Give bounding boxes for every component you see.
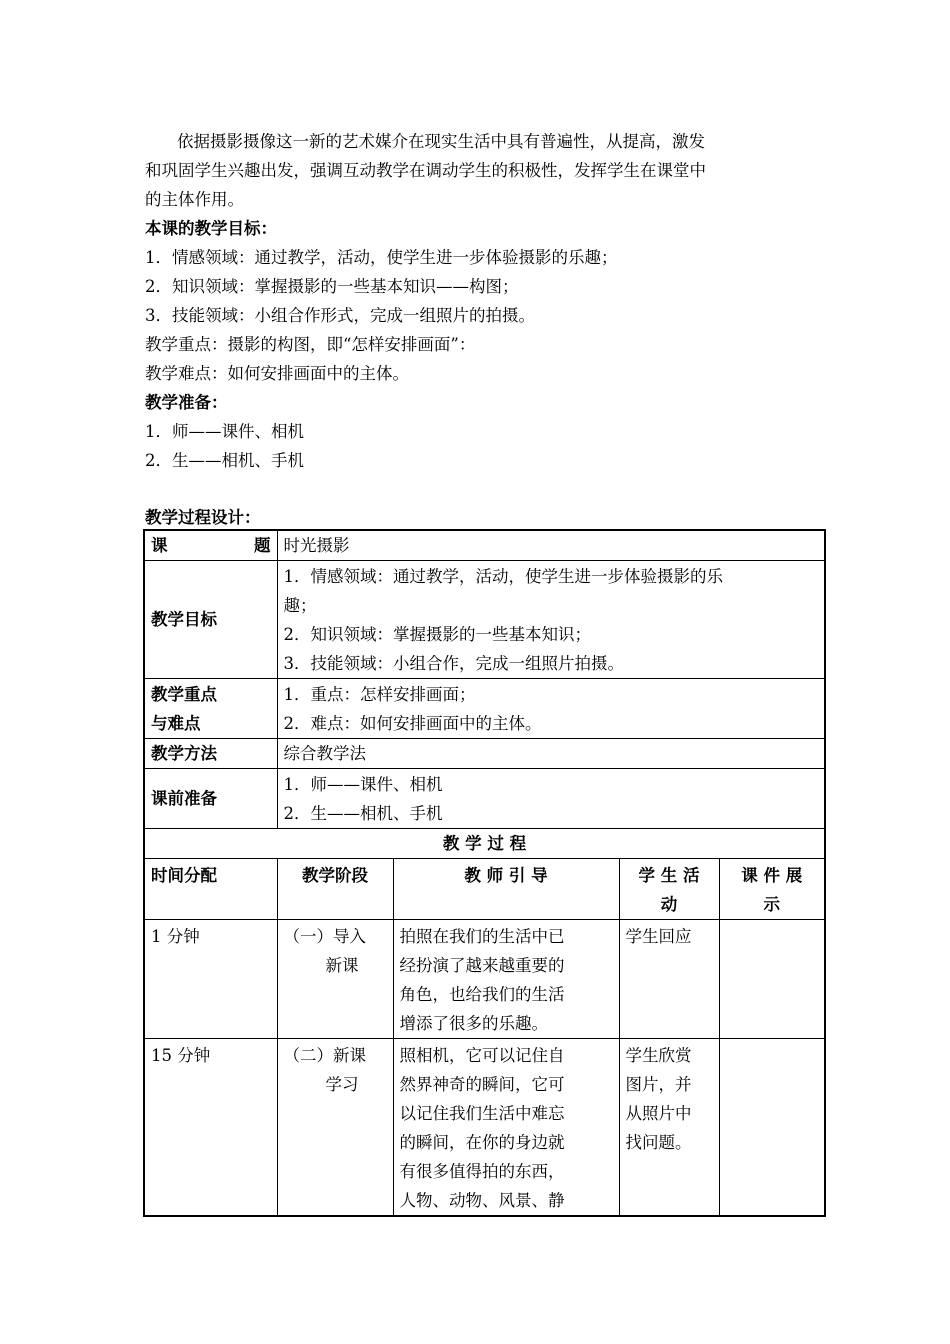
row-1-activity [619,920,719,1039]
process-title: 教 学 过 程 [144,829,825,859]
table-row [144,920,825,1039]
table-row-headers [144,859,825,920]
table-row-prep [144,769,825,829]
row-2-guide-line: 照相机，它可以记住自 [399,1046,565,1065]
goal-item-1: 1．情感领域：通过教学，活动，使学生进一步体验摄影的乐趣； [145,248,618,267]
row-2-guide [393,1039,619,1217]
row-1-stage-line-1: （一）导入 [283,927,366,946]
key-points-cell [277,679,825,739]
row-2-stage-line-2: 学习 [325,1075,359,1094]
key-label-line-2: 与难点 [151,713,201,733]
goals-line-3: 2．知识领域：掌握摄影的一些基本知识； [283,624,591,644]
row-1-guide-line: 增添了很多的乐趣。 [399,1014,548,1033]
header-stage: 教学阶段 [277,859,393,920]
intro-paragraph-line-1: 依据摄影摄像这一新的艺术媒介在现实生活中具有普遍性，从提高，激发 [177,132,705,151]
row-2-stage [277,1039,393,1217]
topic-value: 时光摄影 [277,530,825,561]
goals-cell [277,561,825,679]
method-value: 综合教学法 [277,739,825,769]
goals-label: 教学目标 [144,561,277,679]
lesson-plan-table [143,529,826,1217]
row-2-display [719,1039,825,1217]
key-point-line-2: 2．难点：如何安排画面中的主体。 [283,713,542,733]
row-2-activity-line: 图片，并 [625,1075,692,1094]
goals-line-1: 1．情感领域：通过教学，活动，使学生进一步体验摄影的乐 [283,566,723,586]
row-1-stage [277,920,393,1039]
process-heading: 教学过程设计： [145,508,261,527]
table-row-process-title [144,829,825,859]
row-1-display [719,920,825,1039]
prep-heading: 教学准备： [145,393,228,412]
row-1-activity-line: 学生回应 [625,927,692,946]
row-2-guide-line: 以记住我们生活中难忘 [399,1104,565,1123]
key-label-cell [144,679,277,739]
table-row-topic [144,530,825,561]
row-2-time: 15 分钟 [144,1039,277,1217]
goal-item-2: 2．知识领域：掌握摄影的一些基本知识——构图； [145,277,519,296]
row-2-activity [619,1039,719,1217]
header-time: 时间分配 [144,859,277,920]
row-2-activity-line: 找问题。 [625,1133,692,1152]
goal-item-3: 3．技能领域：小组合作形式，完成一组照片的拍摄。 [145,306,535,325]
row-1-guide-line: 角色，也给我们的生活 [399,985,565,1004]
goals-line-2: 趣； [283,595,317,615]
prep-line-2: 2．生——相机、手机 [283,803,443,823]
method-label: 教学方法 [144,739,277,769]
row-2-guide-line: 然界神奇的瞬间，它可 [399,1075,565,1094]
header-display-line-1: 课 件 展 [741,866,803,885]
topic-label-b: 题 [254,536,271,555]
prep-item-2: 2．生——相机、手机 [145,451,304,470]
key-point: 教学重点：摄影的构图，即“怎样安排画面”： [145,335,476,354]
row-2-guide-line: 有很多值得拍的东西， [399,1162,565,1181]
difficulty: 教学难点：如何安排画面中的主体。 [145,364,409,383]
row-2-activity-line: 学生欣赏 [625,1046,692,1065]
row-1-guide [393,920,619,1039]
row-2-activity-line: 从照片中 [625,1104,692,1123]
key-label-line-1: 教学重点 [151,684,217,704]
table-row-goals [144,561,825,679]
row-1-stage-line-2: 新课 [325,956,359,975]
topic-label-cell [144,530,277,561]
intro-paragraph-line-2: 和巩固学生兴趣出发，强调互动教学在调动学生的积极性，发挥学生在课堂中 [145,161,706,180]
header-guide: 教 师 引 导 [393,859,619,920]
key-point-line-1: 1．重点：怎样安排画面； [283,684,476,704]
header-activity [619,859,719,920]
goals-heading: 本课的教学目标： [145,219,277,238]
header-activity-line-1: 学 生 活 [638,866,700,885]
header-display [719,859,825,920]
row-1-guide-line: 拍照在我们的生活中已 [399,927,565,946]
intro-paragraph-line-3: 的主体作用。 [145,190,244,209]
prep-cell [277,769,825,829]
row-2-stage-line-1: （二）新课 [283,1046,366,1065]
row-1-guide-line: 经扮演了越来越重要的 [399,956,565,975]
goals-line-4: 3．技能领域：小组合作，完成一组照片拍摄。 [283,653,624,673]
table-row [144,1039,825,1217]
prep-label: 课前准备 [144,769,277,829]
prep-line-1: 1．师——课件、相机 [283,774,443,794]
table-row-method [144,739,825,769]
row-2-guide-line: 人物、动物、风景、静 [399,1191,565,1210]
row-1-time: 1 分钟 [144,920,277,1039]
row-2-guide-line: 的瞬间，在你的身边就 [399,1133,565,1152]
table-row-key-points [144,679,825,739]
header-activity-line-2: 动 [660,895,678,914]
topic-label-a: 课 [151,536,168,555]
header-display-line-2: 示 [763,895,780,914]
prep-item-1: 1．师——课件、相机 [145,422,304,441]
